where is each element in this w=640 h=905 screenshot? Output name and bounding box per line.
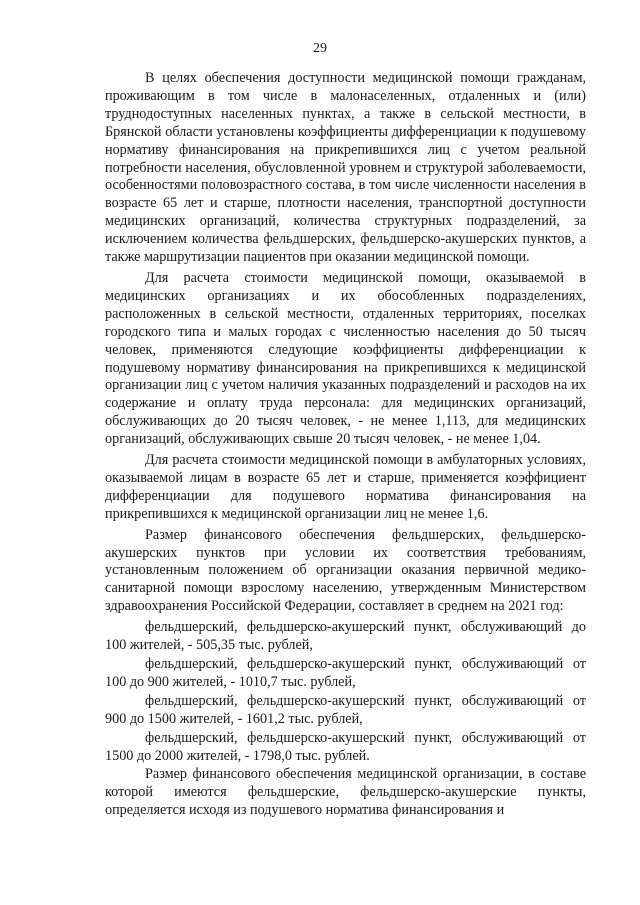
- paragraph-rural-coefficients: Для расчета стоимости медицинской помощи, оказываемой в медицинских организациях и их обособленных подразделениях, расположенных в сельской местности, отдаленных территориях, поселках городского типа и малых городах с численностью населения до 50 тысяч человек, применяются следующие коэффициенты дифференциации к подушевому нормативу финансирования на прикрепившихся к медицинской организации лиц с учетом наличия указанных подразделений и расходов на их содержание и оплату труда персонала: для медицинских организаций, обслуживающих до 20 тысяч человек, - не менее 1,113, для медицинских организаций, обслуживающих свыше 20 тысяч человек, - не менее 1,04.: [105, 269, 586, 448]
- page-number: 29: [313, 41, 327, 56]
- funding-item-900-1500: фельдшерский, фельдшерско-акушерский пункт, обслуживающий от 900 до 1500 жителей, - 1601,2 тыс. рублей,: [105, 692, 586, 727]
- funding-item-100-900: фельдшерский, фельдшерско-акушерский пункт, обслуживающий от 100 до 900 жителей, - 1010,7 тыс. рублей,: [105, 656, 586, 690]
- document-body: [105, 70, 586, 823]
- paragraph-fap-funding: Размер финансового обеспечения фельдшерских, фельдшерско-акушерских пунктов при условии их соответствия требованиям, установленным положением об организации оказания первичной медико-санитарной помощи взрослому населению, утвержденным Министерством здравоохранения Российской Федерации, составляет в среднем на 2021 год:: [105, 526, 586, 615]
- funding-item-up-to-100: фельдшерский, фельдшерско-акушерский пункт, обслуживающий до 100 жителей, - 505,35 тыс. рублей,: [105, 619, 586, 654]
- funding-item-1500-2000: фельдшерский, фельдшерско-акушерский пункт, обслуживающий от 1500 до 2000 жителей, - 1798,0 тыс. рублей.: [105, 729, 586, 764]
- paragraph-organization-funding: Размер финансового обеспечения медицинской организации, в составе которой имеются фельдшерские, фельдшерско-акушерские пункты, определяется исходя из подушевого норматива финансирования и: [105, 766, 586, 819]
- paragraph-elderly-coefficient: Для расчета стоимости медицинской помощи в амбулаторных условиях, оказываемой лицам в возрасте 65 лет и старше, применяется коэффициент дифференциации для подушевого норматива финансирования на прикрепившихся к медицинской организации лиц не менее 1,6.: [105, 452, 586, 522]
- paragraph-accessibility-coefficients: В целях обеспечения доступности медицинской помощи гражданам, проживающим в том числе в малонаселенных, отдаленных и (или) труднодоступных населенных пунктах, а также в сельской местности, в Брянской области установлены коэффициенты дифференциации к подушевому нормативу финансирования на прикрепившихся лиц с учетом реальной потребности населения, обусловленной уровнем и структурой заболеваемости, особенностями половозрастного состава, в том числе численности населения в возрасте 65 лет и старше, плотности населения, транспортной доступности медицинских организаций, количества структурных подразделений, за исключением количества фельдшерских, фельдшерско-акушерских пунктов, а также маршрутизации пациентов при оказании медицинской помощи.: [105, 70, 586, 266]
